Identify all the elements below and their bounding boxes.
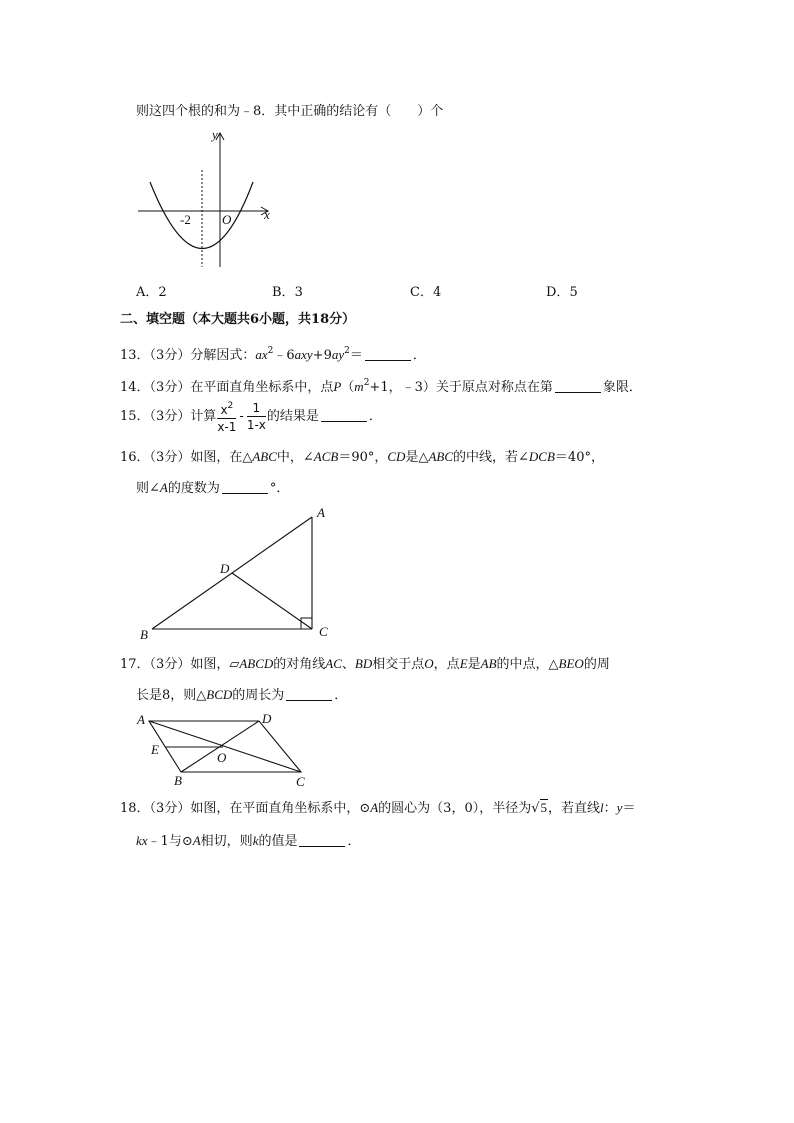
origin-label: O xyxy=(222,212,232,227)
label-c: C xyxy=(296,774,305,789)
answer-blank xyxy=(299,833,345,847)
label-e: E xyxy=(151,742,159,757)
answer-blank xyxy=(555,379,601,393)
q12-parabola-figure xyxy=(130,125,280,270)
fraction-2: $\frac{1}{1-x}$ xyxy=(246,401,266,432)
answer-blank xyxy=(365,347,411,361)
q12-tail-text: 则这四个根的和为﹣8．其中正确的结论有（ ）个 xyxy=(136,104,444,119)
sqrt-five: √5 xyxy=(531,800,548,816)
label-b: B xyxy=(140,627,148,642)
question-13: 13．（3分）分解因式：$ax^2﹣6axy+9ay^2=$ ． xyxy=(120,346,426,363)
question-16-line-1: 16．（3分）如图，在△ABC中，∠ACB＝90°，CD是△ABC的中线，若∠DCB＝40°， xyxy=(120,449,604,465)
answer-blank xyxy=(321,408,367,422)
question-15: 15．（3分）计算 $\frac{x^2}{x-1}$ - $\frac{1}{1-x}$ 的结果是 ． xyxy=(120,398,382,436)
fraction-1: $\frac{x^2}{x-1}$ xyxy=(217,398,236,435)
question-14: 14．（3分）在平面直角坐标系中，点$P(m^2+1$，﹣3）关于原点对称点在第 象限． xyxy=(120,378,642,395)
choice-c: C．4 xyxy=(410,285,442,300)
question-18-line-1: 18．（3分）如图，在平面直角坐标系中，⊙A的圆心为（3，0），半径为√5，若直线l：y＝ xyxy=(120,798,635,819)
label-c: C xyxy=(319,624,328,639)
label-d: D xyxy=(262,711,272,726)
choice-d: D．5 xyxy=(546,285,578,300)
label-o: O xyxy=(217,750,227,765)
question-17-line-2: 长是8，则△BCD的周长为 ． xyxy=(136,687,348,703)
label-a: A xyxy=(317,505,325,520)
label-a: A xyxy=(137,712,145,727)
x-axis-label: x xyxy=(264,207,270,222)
y-axis-label: y xyxy=(212,127,218,142)
q17-parallelogram-figure xyxy=(133,708,323,790)
label-d: D xyxy=(220,561,230,576)
choice-b: B．3 xyxy=(272,285,303,300)
median-cd xyxy=(232,573,312,629)
answer-blank xyxy=(222,480,268,494)
neg-two-label: -2 xyxy=(180,212,191,227)
label-b: B xyxy=(174,773,182,788)
section-heading: 二、填空题（本大题共6小题，共18分） xyxy=(120,312,356,327)
answer-blank xyxy=(286,687,332,701)
question-18-line-2: kx﹣1与⊙A相切，则k的值是 ． xyxy=(136,833,361,849)
q16-triangle-figure xyxy=(135,503,345,645)
question-17-line-1: 17．（3分）如图，▱ABCD的对角线AC、BD相交于点O，点E是AB的中点，△BEO的周 xyxy=(120,656,610,672)
choice-a: A．2 xyxy=(136,285,167,300)
question-16-line-2: 则∠A的度数为 °． xyxy=(136,480,290,496)
